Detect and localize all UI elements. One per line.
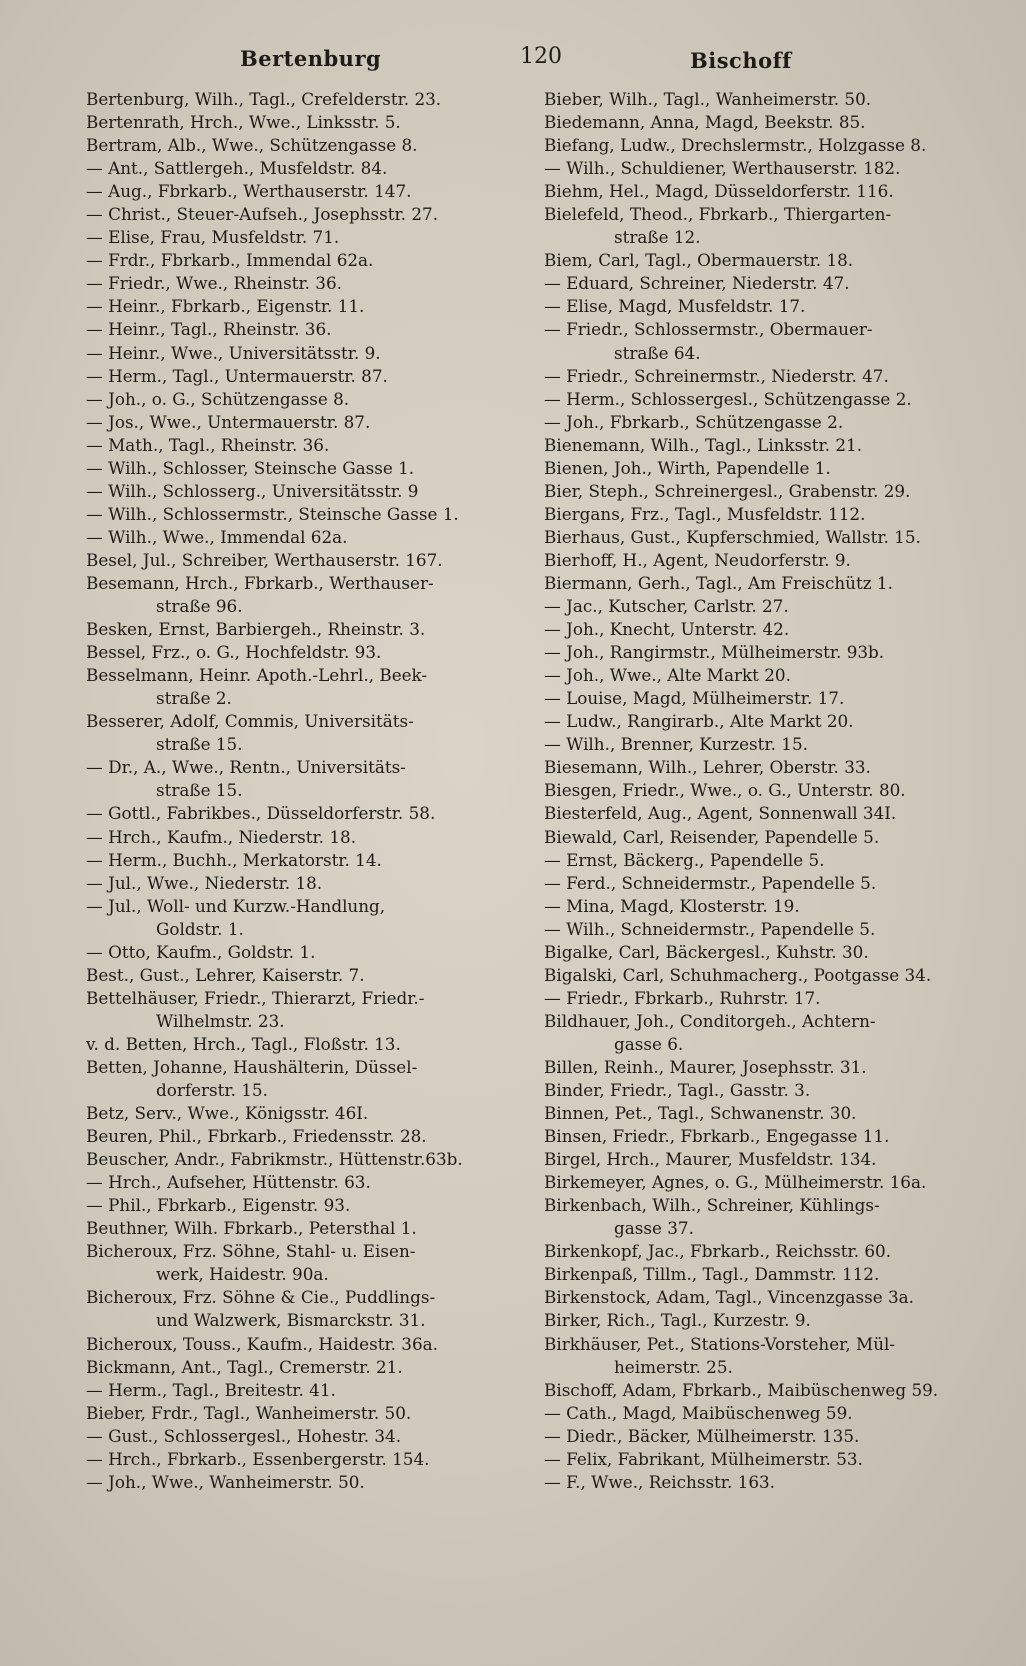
header-right-keyword: Bischoff: [690, 48, 792, 73]
directory-entry: Birkemeyer, Agnes, o. G., Mülheimerstr. 16a.: [544, 1172, 927, 1193]
entry-continuation-line: und Walzwerk, Bismarckstr. 31.: [156, 1310, 426, 1331]
directory-entry: — Jul., Wwe., Niederstr. 18.: [86, 872, 323, 893]
directory-entry: — Wilh., Brenner, Kurzestr. 15.: [544, 734, 808, 755]
directory-entry: Bessel, Frz., o. G., Hochfeldstr. 93.: [86, 642, 382, 663]
directory-entry: Biehm, Hel., Magd, Düsseldorferstr. 116.: [544, 181, 894, 202]
directory-entry: — Heinr., Tagl., Rheinstr. 36.: [86, 319, 332, 340]
entry-continuation-line: straße 2.: [156, 688, 232, 709]
directory-entry: v. d. Betten, Hrch., Tagl., Floßstr. 13.: [86, 1033, 401, 1054]
directory-entry: — Ferd., Schneidermstr., Papendelle 5.: [544, 872, 877, 893]
directory-entry: Binnen, Pet., Tagl., Schwanenstr. 30.: [544, 1103, 857, 1124]
directory-entry: Bierhaus, Gust., Kupferschmied, Wallstr. 15.: [544, 526, 921, 547]
directory-entry: Biesemann, Wilh., Lehrer, Oberstr. 33.: [544, 757, 871, 778]
entry-continuation-line: Wilhelmstr. 23.: [156, 1010, 285, 1031]
directory-entry: — Herm., Tagl., Untermauerstr. 87.: [86, 365, 388, 386]
directory-entry: Bigalski, Carl, Schuhmacherg., Pootgasse 34.: [544, 964, 932, 985]
directory-entry: — Frdr., Fbrkarb., Immendal 62a.: [86, 250, 374, 271]
directory-entry: — Joh., Wwe., Wanheimerstr. 50.: [86, 1471, 365, 1492]
directory-entry: Beuthner, Wilh. Fbrkarb., Petersthal 1.: [86, 1218, 417, 1239]
directory-entry: — Elise, Magd, Musfeldstr. 17.: [544, 296, 806, 317]
directory-entry: Besel, Jul., Schreiber, Werthauserstr. 167.: [86, 549, 443, 570]
directory-entry: Bielefeld, Theod., Fbrkarb., Thiergarten-: [544, 204, 892, 225]
directory-entry: — Heinr., Wwe., Universitätsstr. 9.: [86, 342, 381, 363]
directory-entry: Betten, Johanne, Haushälterin, Düssel-: [86, 1056, 418, 1077]
directory-entry: — Joh., Rangirmstr., Mülheimerstr. 93b.: [544, 642, 885, 663]
directory-entry: — Friedr., Schreinermstr., Niederstr. 47.: [544, 365, 889, 386]
directory-entry: — Elise, Frau, Musfeldstr. 71.: [86, 227, 340, 248]
directory-entry: Bienen, Joh., Wirth, Papendelle 1.: [544, 457, 831, 478]
directory-entry: Biesterfeld, Aug., Agent, Sonnenwall 34I.: [544, 803, 897, 824]
directory-entry: Bicheroux, Frz. Söhne, Stahl- u. Eisen-: [86, 1241, 416, 1262]
directory-entry: — Felix, Fabrikant, Mülheimerstr. 53.: [544, 1448, 863, 1469]
directory-entry: — F., Wwe., Reichsstr. 163.: [544, 1471, 776, 1492]
directory-entry: — Diedr., Bäcker, Mülheimerstr. 135.: [544, 1425, 860, 1446]
directory-entry: Besserer, Adolf, Commis, Universitäts-: [86, 711, 414, 732]
directory-entry: Biedemann, Anna, Magd, Beekstr. 85.: [544, 112, 866, 133]
directory-entry: Biergans, Frz., Tagl., Musfeldstr. 112.: [544, 503, 866, 524]
directory-entry: Binder, Friedr., Tagl., Gasstr. 3.: [544, 1080, 811, 1101]
directory-entry: — Cath., Magd, Maibüschenweg 59.: [544, 1402, 853, 1423]
directory-entry: Birkenstock, Adam, Tagl., Vincenzgasse 3a.: [544, 1287, 915, 1308]
directory-entry: — Wilh., Schuldiener, Werthauserstr. 182.: [544, 158, 901, 179]
directory-entry: Besemann, Hrch., Fbrkarb., Werthauser-: [86, 572, 434, 593]
directory-entry: Bier, Steph., Schreinergesl., Grabenstr. 29.: [544, 480, 911, 501]
directory-entry: Bigalke, Carl, Bäckergesl., Kuhstr. 30.: [544, 941, 869, 962]
directory-entry: — Joh., Fbrkarb., Schützengasse 2.: [544, 411, 844, 432]
entry-continuation-line: gasse 6.: [614, 1033, 684, 1054]
directory-entry: — Joh., Wwe., Alte Markt 20.: [544, 665, 791, 686]
directory-entry: — Herm., Schlossergesl., Schützengasse 2.: [544, 388, 912, 409]
directory-entry: — Herm., Tagl., Breitestr. 41.: [86, 1379, 336, 1400]
header-left-keyword: Bertenburg: [240, 46, 382, 71]
directory-entry: — Ant., Sattlergeh., Musfeldstr. 84.: [86, 158, 388, 179]
directory-entry: — Jos., Wwe., Untermauerstr. 87.: [86, 411, 371, 432]
directory-entry: — Wilh., Wwe., Immendal 62a.: [86, 526, 348, 547]
directory-entry: — Mina, Magd, Klosterstr. 19.: [544, 895, 800, 916]
directory-entry: — Otto, Kaufm., Goldstr. 1.: [86, 941, 316, 962]
directory-entry: — Joh., Knecht, Unterstr. 42.: [544, 619, 790, 640]
directory-entry: Bienemann, Wilh., Tagl., Linksstr. 21.: [544, 434, 863, 455]
entry-continuation-line: straße 15.: [156, 780, 243, 801]
entry-continuation-line: straße 12.: [614, 227, 701, 248]
directory-entry: Birkhäuser, Pet., Stations-Vorsteher, Mül-: [544, 1333, 896, 1354]
directory-entry: Bierhoff, H., Agent, Neudorferstr. 9.: [544, 549, 851, 570]
directory-entry: — Ludw., Rangirarb., Alte Markt 20.: [544, 711, 854, 732]
directory-entry: Bieber, Wilh., Tagl., Wanheimerstr. 50.: [544, 89, 872, 109]
directory-entry: Bicheroux, Frz. Söhne & Cie., Puddlings-: [86, 1287, 436, 1308]
directory-entry: Beuren, Phil., Fbrkarb., Friedensstr. 28.: [86, 1126, 427, 1147]
entry-continuation-line: heimerstr. 25.: [614, 1356, 733, 1377]
directory-entry: — Gottl., Fabrikbes., Düsseldorferstr. 58.: [86, 803, 436, 824]
directory-entry: — Christ., Steuer-Aufseh., Josephsstr. 27.: [86, 204, 439, 225]
right-column: [544, 88, 994, 1494]
directory-entry: — Hrch., Fbrkarb., Essenbergerstr. 154.: [86, 1448, 430, 1469]
directory-entry: — Hrch., Aufseher, Hüttenstr. 63.: [86, 1172, 371, 1193]
directory-entry: Biem, Carl, Tagl., Obermauerstr. 18.: [544, 250, 854, 271]
directory-entry: Birker, Rich., Tagl., Kurzestr. 9.: [544, 1310, 811, 1331]
entry-continuation-line: straße 15.: [156, 734, 243, 755]
left-column: [86, 88, 518, 1494]
directory-entry: — Aug., Fbrkarb., Werthauserstr. 147.: [86, 181, 412, 202]
entry-continuation-line: straße 64.: [614, 342, 701, 363]
directory-entry: — Friedr., Wwe., Rheinstr. 36.: [86, 273, 342, 294]
directory-entry: — Gust., Schlossergesl., Hohestr. 34.: [86, 1425, 402, 1446]
directory-entry: — Phil., Fbrkarb., Eigenstr. 93.: [86, 1195, 351, 1216]
directory-entry: Birgel, Hrch., Maurer, Musfeldstr. 134.: [544, 1149, 877, 1170]
directory-entry: — Jac., Kutscher, Carlstr. 27.: [544, 596, 789, 617]
directory-entry: Biefang, Ludw., Drechslermstr., Holzgasse 8.: [544, 135, 927, 156]
directory-entry: Beuscher, Andr., Fabrikmstr., Hüttenstr.63b.: [86, 1149, 463, 1170]
directory-entry: Bischoff, Adam, Fbrkarb., Maibüschenweg 59.: [544, 1379, 939, 1400]
entry-continuation-line: Goldstr. 1.: [156, 918, 244, 939]
directory-entry: — Wilh., Schlosser, Steinsche Gasse 1.: [86, 457, 415, 478]
directory-entry: Billen, Reinh., Maurer, Josephsstr. 31.: [544, 1056, 867, 1077]
directory-entry: Binsen, Friedr., Fbrkarb., Engegasse 11.: [544, 1126, 890, 1147]
entry-continuation-line: dorferstr. 15.: [156, 1080, 268, 1101]
directory-entry: Bieber, Frdr., Tagl., Wanheimerstr. 50.: [86, 1402, 412, 1423]
directory-entry: — Wilh., Schneidermstr., Papendelle 5.: [544, 918, 876, 939]
directory-entry: — Herm., Buchh., Merkatorstr. 14.: [86, 849, 382, 870]
directory-entry: — Ernst, Bäckerg., Papendelle 5.: [544, 849, 825, 870]
directory-entry: Besken, Ernst, Barbiergeh., Rheinstr. 3.: [86, 619, 426, 640]
directory-entry: Besselmann, Heinr. Apoth.-Lehrl., Beek-: [86, 665, 428, 686]
page-header: [90, 42, 990, 78]
entry-continuation-line: straße 96.: [156, 596, 243, 617]
directory-entry: — Wilh., Schlossermstr., Steinsche Gasse 1.: [86, 503, 459, 524]
directory-entry: Bicheroux, Touss., Kaufm., Haidestr. 36a.: [86, 1333, 438, 1354]
directory-entry: — Jul., Woll- und Kurzw.-Handlung,: [86, 895, 386, 916]
directory-entry: Birkenpaß, Tillm., Tagl., Dammstr. 112.: [544, 1264, 880, 1285]
directory-entry: Biermann, Gerh., Tagl., Am Freischütz 1.: [544, 572, 893, 593]
directory-entry: — Friedr., Schlossermstr., Obermauer-: [544, 319, 873, 340]
directory-entry: Biewald, Carl, Reisender, Papendelle 5.: [544, 826, 880, 847]
directory-entry: Betz, Serv., Wwe., Königsstr. 46I.: [86, 1103, 369, 1124]
directory-entry: — Joh., o. G., Schützengasse 8.: [86, 388, 350, 409]
directory-entry: — Friedr., Fbrkarb., Ruhrstr. 17.: [544, 987, 821, 1008]
directory-entry: Birkenkopf, Jac., Fbrkarb., Reichsstr. 60.: [544, 1241, 892, 1262]
entry-continuation-line: gasse 37.: [614, 1218, 694, 1239]
directory-entry: Bettelhäuser, Friedr., Thierarzt, Friedr.-: [86, 987, 425, 1008]
directory-entry: — Heinr., Fbrkarb., Eigenstr. 11.: [86, 296, 365, 317]
directory-entry: — Wilh., Schlosserg., Universitätsstr. 9: [86, 480, 419, 501]
directory-entry: Bertram, Alb., Wwe., Schützengasse 8.: [86, 135, 418, 156]
directory-entry: Biesgen, Friedr., Wwe., o. G., Unterstr. 80.: [544, 780, 906, 801]
directory-entry: — Math., Tagl., Rheinstr. 36.: [86, 434, 330, 455]
directory-entry: Bickmann, Ant., Tagl., Cremerstr. 21.: [86, 1356, 403, 1377]
entry-continuation-line: werk, Haidestr. 90a.: [156, 1264, 329, 1285]
directory-entry: Birkenbach, Wilh., Schreiner, Kühlings-: [544, 1195, 880, 1216]
directory-entry: Bertenburg, Wilh., Tagl., Crefelderstr. 23.: [86, 89, 442, 109]
directory-entry: Bildhauer, Joh., Conditorgeh., Achtern-: [544, 1010, 876, 1031]
directory-entry: Best., Gust., Lehrer, Kaiserstr. 7.: [86, 964, 365, 985]
directory-entry: — Eduard, Schreiner, Niederstr. 47.: [544, 273, 850, 294]
directory-entry: — Dr., A., Wwe., Rentn., Universitäts-: [86, 757, 406, 778]
directory-entry: — Hrch., Kaufm., Niederstr. 18.: [86, 826, 357, 847]
page-number: 120: [520, 44, 562, 69]
directory-entry: Bertenrath, Hrch., Wwe., Linksstr. 5.: [86, 112, 401, 133]
directory-entry: — Louise, Magd, Mülheimerstr. 17.: [544, 688, 845, 709]
